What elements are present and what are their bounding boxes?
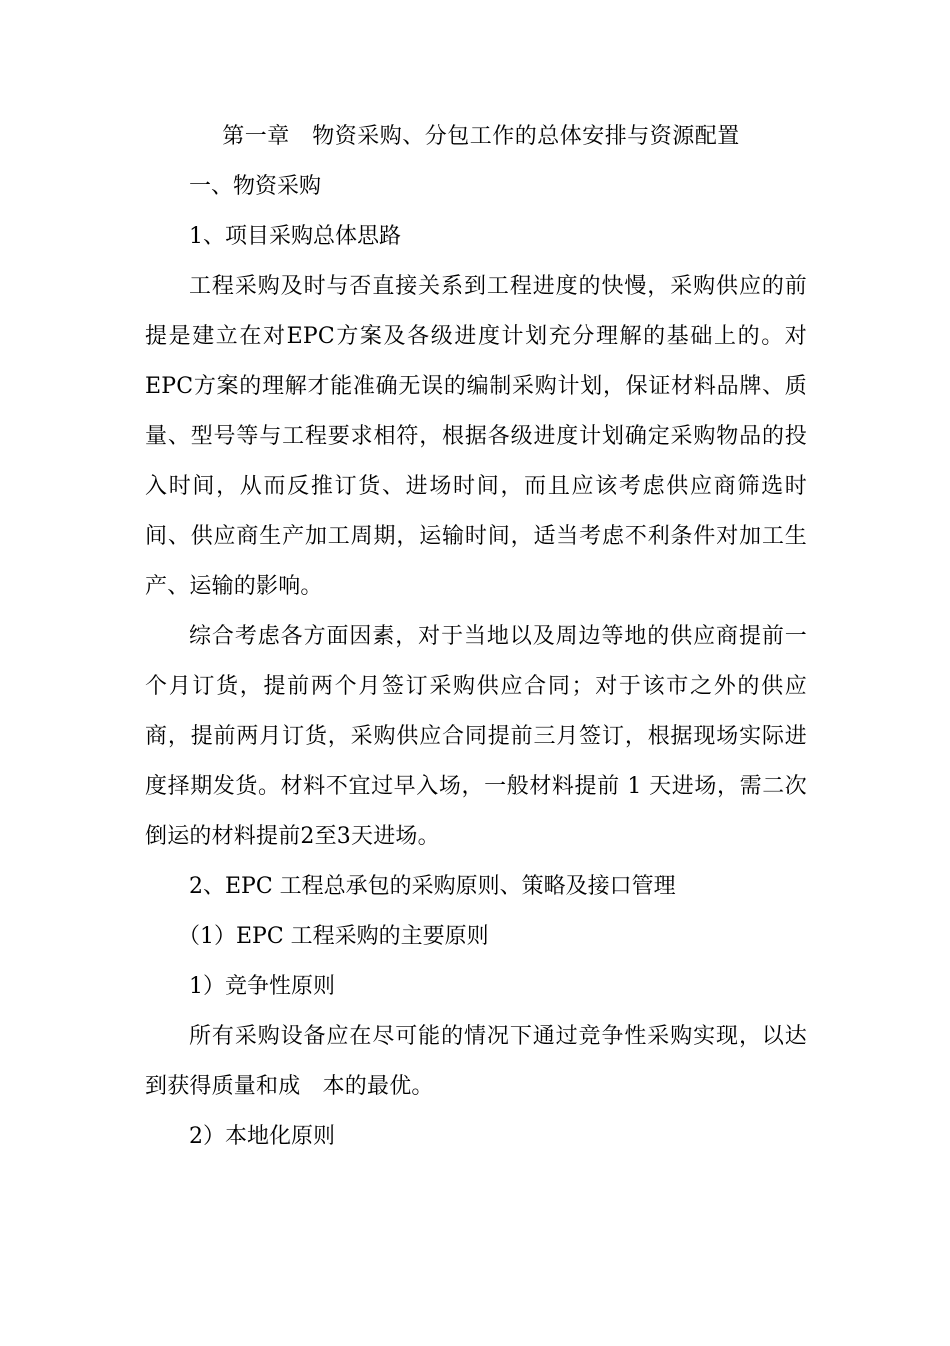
item-heading-main-principles: （1）EPC 工程采购的主要原则 bbox=[178, 924, 489, 949]
paragraph-competition: 所有采购设备应在尽可能的情况下通过竞争性采购实现，以达到获得质量和成 本的最优。 bbox=[145, 1024, 807, 1099]
document-body bbox=[145, 112, 807, 1162]
principle-heading-localization: 2）本地化原则 bbox=[189, 1124, 335, 1149]
chapter-title: 第一章 物资采购、分包工作的总体安排与资源配置 bbox=[222, 124, 740, 149]
subsection-heading-overall-approach: 1、项目采购总体思路 bbox=[189, 224, 401, 249]
paragraph-ordering-schedule: 综合考虑各方面因素，对于当地以及周边等地的供应商提前一个月订货，提前两个月签订采购供应合同；对于该市之外的供应商，提前两月订货，采购供应合同提前三月签订，根据现场实际进度择期发货。材料不宜过早入场，一般材料提前 1 天进场，需二次倒运的材料提前2至3天进场。 bbox=[145, 624, 807, 849]
section-heading-materials: 一、物资采购 bbox=[189, 174, 322, 199]
subsection-heading-epc-principles: 2、EPC 工程总承包的采购原则、策略及接口管理 bbox=[189, 874, 676, 899]
paragraph-procurement-timing: 工程采购及时与否直接关系到工程进度的快慢，采购供应的前提是建立在对EPC方案及各级进度计划充分理解的基础上的。对EPC方案的理解才能准确无误的编制采购计划，保证材料品牌、质量、型号等与工程要求相符，根据各级进度计划确定采购物品的投入时间，从而反推订货、进场时间，而且应该考虑供应商筛选时间、供应商生产加工周期，运输时间，适当考虑不利条件对加工生产、运输的影响。 bbox=[145, 274, 807, 599]
principle-heading-competition: 1）竞争性原则 bbox=[189, 974, 335, 999]
